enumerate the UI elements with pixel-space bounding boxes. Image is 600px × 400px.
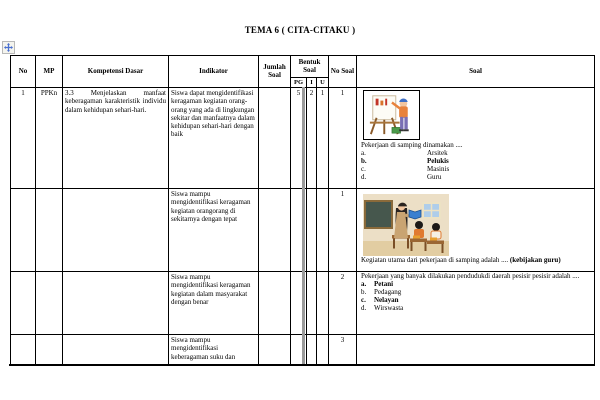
- option-text: Masinis: [427, 164, 450, 173]
- table-cut-edge: [9, 364, 595, 366]
- col-header-u[interactable]: U: [317, 78, 329, 88]
- painter-at-easel-illustration[interactable]: [363, 90, 420, 140]
- option-letter: d.: [361, 303, 367, 312]
- cell-indikator[interactable]: Siswa mampu mengidentifikasi keragaman kegiatan orangorang di sekitarnya dengan tepat: [169, 189, 259, 272]
- option-text: Pedagang: [374, 287, 402, 296]
- cell-mp[interactable]: [36, 189, 63, 272]
- answer-option[interactable]: [361, 166, 590, 174]
- col-header-indikator[interactable]: Indikator: [169, 56, 259, 88]
- cell-mp[interactable]: [36, 272, 63, 335]
- col-header-pg[interactable]: PG: [291, 78, 307, 88]
- answer-option[interactable]: [361, 174, 590, 182]
- cell-indikator[interactable]: Siswa mampu mengidentifikasi keragaman kegiatan dalam masyarakat dengan benar: [169, 272, 259, 335]
- cell-u[interactable]: [317, 272, 329, 335]
- option-letter: b.: [361, 287, 367, 296]
- cell-no-soal[interactable]: 3: [329, 335, 357, 366]
- table-row: [11, 88, 595, 189]
- option-letter: c.: [361, 295, 366, 304]
- option-text: Wirswasta: [374, 303, 404, 312]
- kisi-kisi-soal-table: [10, 55, 595, 366]
- table-row: [11, 189, 595, 272]
- col-header-jumlah-soal[interactable]: Jumlah Soal: [259, 56, 291, 88]
- cell-indikator[interactable]: Siswa dapat mengidentifikasi keragaman kegiatan orang-orang yang ada di lingkungan sekitar dan manfaatnya dalam kehidupan sehari-hari dengan baik: [169, 88, 259, 189]
- option-letter: c.: [361, 164, 366, 173]
- col-header-no-soal[interactable]: No Soal: [329, 56, 357, 88]
- answer-option[interactable]: [361, 150, 590, 158]
- option-text: Petani: [374, 279, 394, 288]
- cell-indikator[interactable]: Siswa mampu mengidentifikasi keberagaman suku dan: [169, 335, 259, 366]
- cell-mp[interactable]: PPKn: [36, 88, 63, 189]
- cell-jumlah-soal[interactable]: [259, 272, 291, 335]
- col-header-mp[interactable]: MP: [36, 56, 63, 88]
- answer-option[interactable]: [361, 158, 590, 166]
- option-letter: b.: [361, 156, 367, 165]
- cell-u[interactable]: [317, 335, 329, 366]
- col-header-bentuk-soal[interactable]: Bentuk Soal: [291, 56, 329, 78]
- cell-soal[interactable]: [357, 189, 595, 272]
- option-text: Pelukis: [427, 156, 449, 165]
- cell-no-soal[interactable]: 1: [329, 189, 357, 272]
- col-header-i[interactable]: I: [307, 78, 317, 88]
- option-text: Arsitek: [427, 148, 448, 157]
- cell-u[interactable]: [317, 189, 329, 272]
- teacher-classroom-illustration[interactable]: [363, 194, 449, 256]
- cell-kompetensi-dasar[interactable]: [63, 335, 169, 366]
- cell-pg[interactable]: [291, 272, 307, 335]
- cell-jumlah-soal[interactable]: [259, 88, 291, 189]
- question-bold-text: (kebijakan guru): [509, 256, 561, 264]
- answer-option[interactable]: [361, 305, 590, 313]
- cell-no[interactable]: [11, 272, 36, 335]
- cell-no[interactable]: [11, 189, 36, 272]
- question-text[interactable]: [361, 257, 590, 265]
- option-text: Nelayan: [374, 295, 399, 304]
- option-letter: d.: [361, 172, 367, 181]
- cell-jumlah-soal[interactable]: [259, 189, 291, 272]
- cell-no-soal[interactable]: 1: [329, 88, 357, 189]
- cell-kompetensi-dasar[interactable]: [63, 272, 169, 335]
- question-normal-text: Kegiatan utama dari pekerjaan di samping adalah ....: [361, 256, 509, 264]
- cell-pg[interactable]: 5: [291, 88, 307, 189]
- cell-mp[interactable]: [36, 335, 63, 366]
- cell-soal[interactable]: [357, 88, 595, 189]
- col-header-soal[interactable]: Soal: [357, 56, 595, 88]
- cell-pg[interactable]: [291, 335, 307, 366]
- question-text[interactable]: Pekerjaan yang banyak dilakukan pendudukdi daerah pesisir pesisir adalah ....: [361, 272, 580, 280]
- cell-i[interactable]: 2: [307, 88, 317, 189]
- cell-i[interactable]: [307, 335, 317, 366]
- option-letter: a.: [361, 279, 367, 288]
- col-header-no[interactable]: No: [11, 56, 36, 88]
- cell-i[interactable]: [307, 189, 317, 272]
- cell-no[interactable]: 1: [11, 88, 36, 189]
- col-header-kompetensi-dasar[interactable]: Kompetensi Dasar: [63, 56, 169, 88]
- cell-soal[interactable]: [357, 335, 595, 366]
- table-move-handle[interactable]: [2, 41, 15, 54]
- cell-u[interactable]: 1: [317, 88, 329, 189]
- question-text[interactable]: Pekerjaan di samping dinamakan ....: [361, 141, 463, 149]
- cell-kompetensi-dasar[interactable]: [63, 189, 169, 272]
- option-text: Guru: [427, 172, 442, 181]
- option-letter: a.: [361, 148, 366, 157]
- cell-kompetensi-dasar[interactable]: 3.3 Menjelaskan manfaat keberagaman karakteristik individu dalam kehidupan sehari-hari.: [63, 88, 169, 189]
- cell-pg[interactable]: [291, 189, 307, 272]
- cell-soal[interactable]: [357, 272, 595, 335]
- table-row: [11, 272, 595, 335]
- table-row: [11, 335, 595, 366]
- move-cross-icon: [4, 39, 13, 57]
- cell-i[interactable]: [307, 272, 317, 335]
- cell-no[interactable]: [11, 335, 36, 366]
- cell-jumlah-soal[interactable]: [259, 335, 291, 366]
- page-title[interactable]: TEMA 6 ( CITA-CITAKU ): [244, 25, 356, 35]
- cell-no-soal[interactable]: 2: [329, 272, 357, 335]
